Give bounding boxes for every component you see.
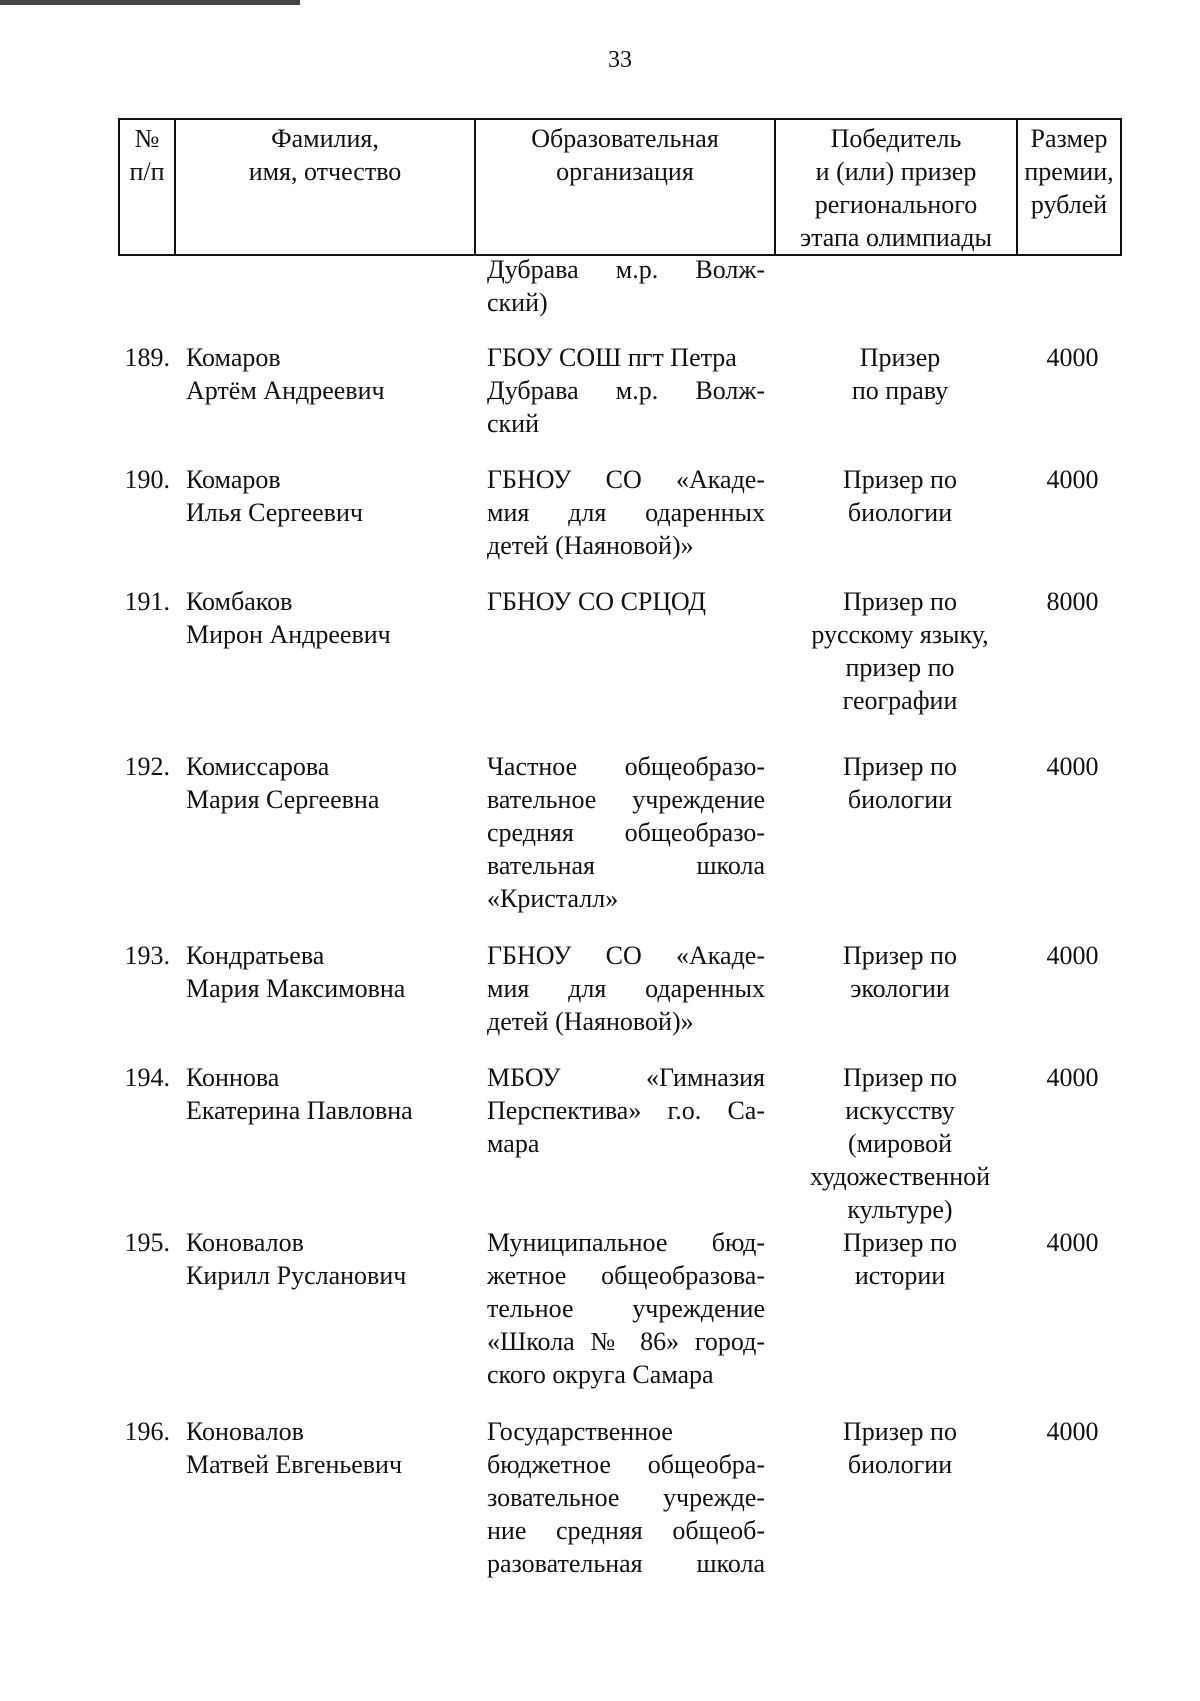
header-organization-line: организация <box>556 157 694 186</box>
person-name <box>186 341 476 407</box>
prize-amount: 4000 <box>1046 1417 1099 1446</box>
winner-line: биологии <box>847 498 953 527</box>
winner-line: Призер по <box>843 587 957 616</box>
given-names: Матвей Евгеньевич <box>186 1450 403 1479</box>
organization-cell <box>487 341 765 440</box>
winner-line: Призер по <box>843 1228 957 1257</box>
winner-line: искусству <box>845 1096 955 1125</box>
given-names: Илья Сергеевич <box>186 498 363 527</box>
organization-line: Муниципальное бюд- <box>487 1228 765 1257</box>
winner-line: Призер по <box>843 1063 957 1092</box>
organization-line: детей (Наяновой)» <box>487 1007 694 1036</box>
prize-amount: 8000 <box>1046 587 1099 616</box>
given-names: Мария Сергеевна <box>186 785 380 814</box>
row-number: 192. <box>124 752 170 781</box>
header-winner-line: регионального <box>814 190 978 219</box>
prize-amount: 4000 <box>1046 1063 1099 1092</box>
winner-line: художественной <box>809 1162 991 1191</box>
organization-cell <box>487 939 765 1038</box>
given-names: Екатерина Павловна <box>186 1096 413 1125</box>
organization-line: мара <box>487 1129 540 1158</box>
header-name-line: имя, отчество <box>248 157 402 186</box>
organization-line: «Кристалл» <box>487 884 619 913</box>
organization-line: Дубрава м.р. Волж- <box>487 376 765 405</box>
surname: Кондратьева <box>186 941 325 970</box>
winner-line: биологии <box>847 785 953 814</box>
person-name <box>186 585 476 651</box>
winner-line: Призер по <box>843 752 957 781</box>
organization-cell <box>487 1226 765 1391</box>
given-names: Мария Максимовна <box>186 974 406 1003</box>
organization-line: жетное общеобразова- <box>487 1261 765 1290</box>
prize-amount: 4000 <box>1046 941 1099 970</box>
header-winner-line: этапа олимпиады <box>799 223 993 252</box>
organization-line: «Школа № 86» город- <box>487 1327 765 1356</box>
organization-line: бюджетное общеобра- <box>487 1450 765 1479</box>
header-winner-line: и (или) призер <box>815 157 977 186</box>
row-number: 191. <box>124 587 170 616</box>
winner-cell <box>785 585 1015 717</box>
winner-cell <box>785 1226 1015 1292</box>
organization-line: ГБНОУ СО «Акаде- <box>487 941 765 970</box>
person-name <box>186 1061 476 1127</box>
organization-cell <box>487 1061 765 1160</box>
surname: Коновалов <box>186 1228 304 1257</box>
row-number: 189. <box>124 343 170 372</box>
header-prize-line: рублей <box>1030 190 1108 219</box>
header-number-line: № <box>134 124 160 153</box>
organization-line: ГБОУ СОШ пгт Петра <box>487 343 737 372</box>
winner-line: культуре) <box>847 1195 953 1224</box>
winner-line: Призер по <box>843 1417 957 1446</box>
surname: Комиссарова <box>186 752 330 781</box>
winner-cell <box>785 341 1015 407</box>
winner-cell <box>785 939 1015 1005</box>
organization-line: разовательная школа <box>487 1549 765 1578</box>
organization-line: Перспектива» г.о. Са- <box>487 1096 765 1125</box>
row-number: 194. <box>124 1063 170 1092</box>
winner-line: Призер <box>859 343 941 372</box>
organization-line: мия для одаренных <box>487 498 765 527</box>
organization-line: Государственное <box>487 1417 673 1446</box>
surname: Коннова <box>186 1063 280 1092</box>
surname: Комаров <box>186 343 281 372</box>
organization-line: детей (Наяновой)» <box>487 531 694 560</box>
person-name <box>186 1415 476 1481</box>
given-names: Кирилл Русланович <box>186 1261 407 1290</box>
prize-amount: 4000 <box>1046 465 1099 494</box>
winner-cell <box>785 1061 1015 1226</box>
surname: Комбаков <box>186 587 293 616</box>
organization-line: ГБНОУ СО «Акаде- <box>487 465 765 494</box>
organization-cell <box>487 585 765 618</box>
prize-amount: 4000 <box>1046 1228 1099 1257</box>
organization-line: мия для одаренных <box>487 974 765 1003</box>
organization-line: тельное учреждение <box>487 1294 765 1323</box>
winner-line: истории <box>854 1261 946 1290</box>
organization-line: вательное учреждение <box>487 785 765 814</box>
organization-line: ский <box>487 409 539 438</box>
organization-line: МБОУ «Гимназия <box>487 1063 765 1092</box>
winner-line: Призер по <box>843 465 957 494</box>
organization-line: ский) <box>487 288 548 317</box>
organization-line: Частное общеобразо- <box>487 752 765 781</box>
organization-cell <box>487 463 765 562</box>
person-name <box>186 939 476 1005</box>
surname: Коновалов <box>186 1417 304 1446</box>
header-name-line: Фамилия, <box>271 124 379 153</box>
surname: Комаров <box>186 465 281 494</box>
organization-line: средняя общеобразо- <box>487 818 765 847</box>
given-names: Мирон Андреевич <box>186 620 391 649</box>
winner-line: по праву <box>851 376 949 405</box>
prize-amount: 4000 <box>1046 752 1099 781</box>
winner-cell <box>785 463 1015 529</box>
row-number: 196. <box>124 1417 170 1446</box>
person-name <box>186 750 476 816</box>
header-prize-line: премии, <box>1024 157 1114 186</box>
organization-cell <box>487 750 765 915</box>
winner-line: призер по <box>845 653 955 682</box>
person-name <box>186 1226 476 1292</box>
organization-line: Дубрава м.р. Волж- <box>487 255 765 284</box>
row-number: 190. <box>124 465 170 494</box>
winner-cell <box>785 750 1015 816</box>
organization-line: ГБНОУ СО СРЦОД <box>487 587 707 616</box>
row-number: 195. <box>124 1228 170 1257</box>
winner-line: экологии <box>850 974 950 1003</box>
winner-cell <box>785 1415 1015 1481</box>
given-names: Артём Андреевич <box>186 376 385 405</box>
winner-line: Призер по <box>843 941 957 970</box>
header-winner-line: Победитель <box>830 124 962 153</box>
winner-line: русскому языку, <box>811 620 989 649</box>
person-name <box>186 463 476 529</box>
organization-cell <box>487 253 765 319</box>
page-number: 33 <box>608 47 632 73</box>
header-organization-line: Образовательная <box>531 124 719 153</box>
header-prize-line: Размер <box>1030 124 1108 153</box>
organization-line: вательная школа <box>487 851 765 880</box>
organization-line: зовательное учрежде- <box>487 1483 765 1512</box>
header-number-line: п/п <box>129 157 165 186</box>
winner-line: географии <box>842 686 958 715</box>
winner-line: (мировой <box>847 1129 953 1158</box>
organization-line: ние средняя общеоб- <box>487 1516 765 1545</box>
prize-amount: 4000 <box>1046 343 1099 372</box>
organization-cell <box>487 1415 765 1580</box>
row-number: 193. <box>124 941 170 970</box>
organization-line: ского округа Самара <box>487 1360 714 1389</box>
winner-line: биологии <box>847 1450 953 1479</box>
